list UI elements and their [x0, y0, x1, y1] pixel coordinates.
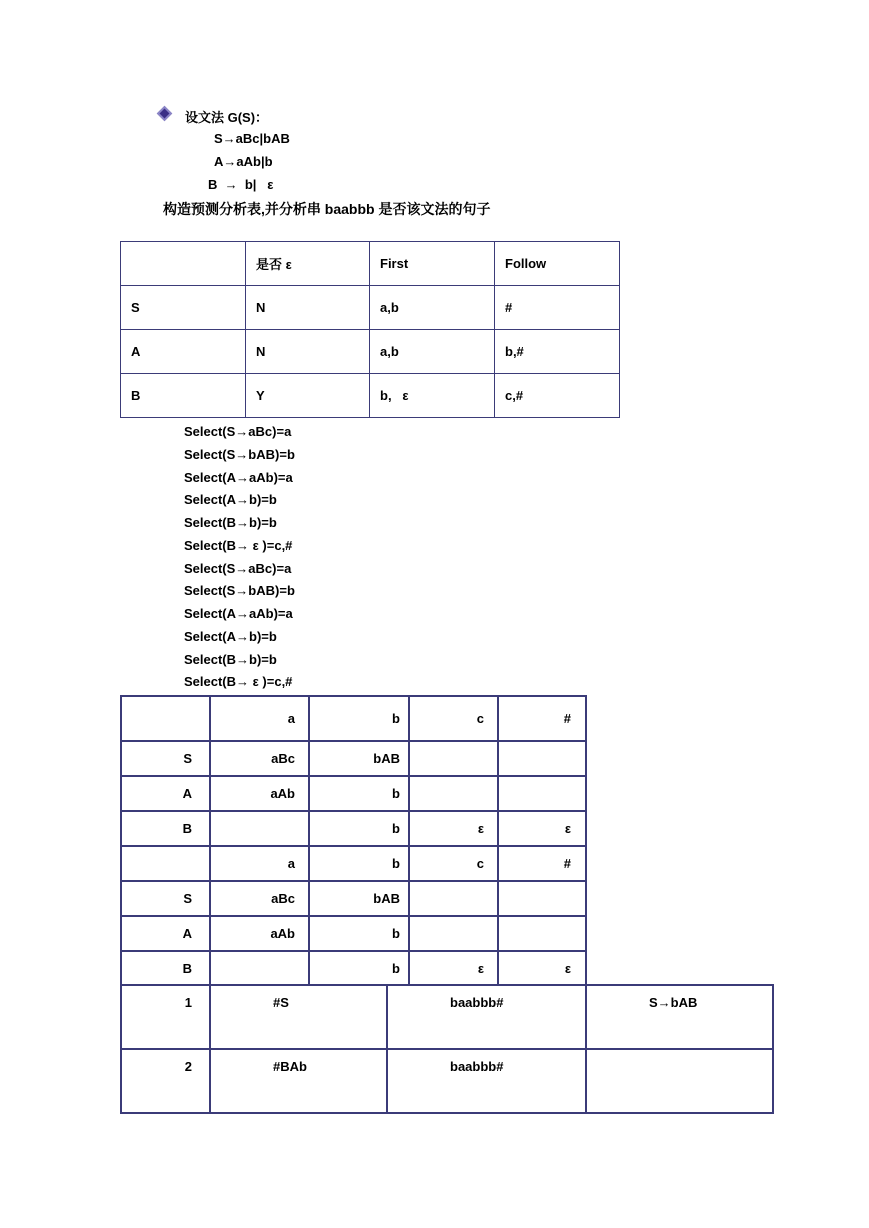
table-cell: 是否 ε	[246, 242, 370, 286]
table-cell: 2	[121, 1049, 210, 1113]
table-cell	[586, 1049, 773, 1113]
select-line: Select(A→aAb)=a	[184, 470, 293, 485]
table-cell	[121, 696, 210, 741]
table-cell: A	[121, 776, 210, 811]
table-cell	[210, 951, 309, 985]
select-line: Select(A→aAb)=a	[184, 606, 293, 621]
table-cell: ε	[498, 811, 586, 846]
table-cell: #BAb	[210, 1049, 387, 1113]
table-cell: Y	[246, 374, 370, 418]
production-s: S→aBc|bAB	[214, 131, 290, 146]
table-cell: aAb	[210, 916, 309, 951]
table-cell: B	[121, 951, 210, 985]
table-row	[121, 951, 586, 985]
table-row	[121, 286, 620, 330]
table-cell: b	[309, 811, 409, 846]
select-line: Select(S→bAB)=b	[184, 583, 295, 598]
table-cell	[409, 916, 498, 951]
table-cell: ε	[498, 951, 586, 985]
table-cell	[121, 846, 210, 881]
select-line: Select(S→bAB)=b	[184, 447, 295, 462]
select-line: Select(A→b)=b	[184, 629, 277, 644]
table-cell: b,#	[495, 330, 620, 374]
table-cell: a	[210, 696, 309, 741]
task-statement: 构造预测分析表,并分析串 baabbb 是否该文法的句子	[163, 201, 491, 217]
table-row	[121, 776, 586, 811]
table-cell: bAB	[309, 881, 409, 916]
table-row	[121, 374, 620, 418]
table-header-row	[121, 696, 586, 741]
diamond-bullet-icon	[157, 106, 173, 122]
table-cell: #	[495, 286, 620, 330]
table-cell: #	[498, 846, 586, 881]
table-cell: b	[309, 696, 409, 741]
table-row	[121, 1049, 773, 1113]
table-cell: b, ε	[370, 374, 495, 418]
table-cell	[498, 741, 586, 776]
table-cell: a,b	[370, 286, 495, 330]
table-cell: A	[121, 330, 246, 374]
select-line: Select(A→b)=b	[184, 492, 277, 507]
table-cell: a	[210, 846, 309, 881]
table-cell	[498, 881, 586, 916]
table-cell: c	[409, 846, 498, 881]
table-row	[121, 881, 586, 916]
table-cell: c	[409, 696, 498, 741]
table-cell: bAB	[309, 741, 409, 776]
select-line: Select(B→ ε )=c,#	[184, 538, 293, 553]
table-cell: #	[498, 696, 586, 741]
select-line: Select(B→b)=b	[184, 515, 277, 530]
select-line: Select(S→aBc)=a	[184, 424, 292, 439]
table-cell: aAb	[210, 776, 309, 811]
table-cell	[498, 916, 586, 951]
table-cell: S	[121, 286, 246, 330]
table-cell: B	[121, 811, 210, 846]
select-line: Select(S→aBc)=a	[184, 561, 292, 576]
table-cell: 1	[121, 985, 210, 1049]
table-cell: First	[370, 242, 495, 286]
table-cell: b	[309, 846, 409, 881]
predict-table-2	[120, 845, 587, 986]
table-header-row	[121, 846, 586, 881]
table-row	[121, 741, 586, 776]
table-row	[121, 985, 773, 1049]
table-cell: aBc	[210, 881, 309, 916]
table-cell: #S	[210, 985, 387, 1049]
table-cell	[121, 242, 246, 286]
grammar-title: 设文法 G(S)：	[185, 110, 269, 125]
table-cell: aBc	[210, 741, 309, 776]
table-cell: a,b	[370, 330, 495, 374]
table-cell: b	[309, 916, 409, 951]
production-a: A→aAb|b	[214, 154, 273, 169]
table-cell: ε	[409, 951, 498, 985]
production-b: B → b| ε	[208, 177, 274, 192]
analysis-table	[120, 984, 774, 1114]
table-cell: S	[121, 881, 210, 916]
table-cell: B	[121, 374, 246, 418]
table-cell: b	[309, 951, 409, 985]
first-follow-table	[120, 241, 620, 418]
table-cell: S	[121, 741, 210, 776]
table-header-row	[121, 242, 620, 286]
table-row	[121, 330, 620, 374]
table-cell: ε	[409, 811, 498, 846]
select-line: Select(B→b)=b	[184, 652, 277, 667]
table-cell: Follow	[495, 242, 620, 286]
table-cell	[498, 776, 586, 811]
table-row	[121, 916, 586, 951]
table-cell	[409, 881, 498, 916]
table-cell: baabbb#	[387, 985, 586, 1049]
table-cell: A	[121, 916, 210, 951]
table-cell	[210, 811, 309, 846]
table-cell: c,#	[495, 374, 620, 418]
table-cell: N	[246, 286, 370, 330]
table-cell: baabbb#	[387, 1049, 586, 1113]
table-cell	[409, 741, 498, 776]
table-cell	[409, 776, 498, 811]
table-cell: S→bAB	[586, 985, 773, 1049]
table-cell: b	[309, 776, 409, 811]
table-row	[121, 811, 586, 846]
predict-table-1	[120, 695, 587, 847]
table-cell: N	[246, 330, 370, 374]
select-line: Select(B→ ε )=c,#	[184, 674, 293, 689]
